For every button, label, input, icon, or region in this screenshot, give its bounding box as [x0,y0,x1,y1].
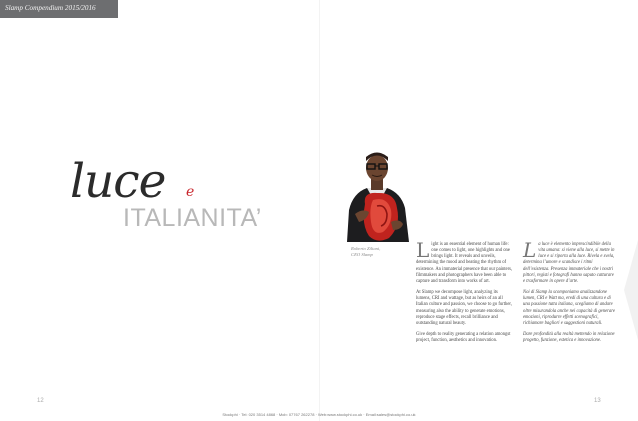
chevron-left-icon [622,240,638,340]
italian-paragraph-2: Noi di Slamp la scomponiamo analizzandone lumen, CRI e Watt ma, eredi di una cultura e di una passione tutta italiana, scegliamo di andare oltre misurandola anche nei capacità di generare emozioni, riprodurre effetti scenografici, richiamare bagliori e suggestioni naturali. [523,290,615,326]
portrait-photo [343,148,412,242]
title-connector: e [186,184,195,200]
english-paragraph-2: At Slamp we decompose light, analyzing its lumens, CRI and wattage, but as heirs of an all Italian culture and passion, we choose to go further, measuring also the ability to generate emotions, reproduce stage effects, recall brilliance and outstanding natural beauty. [416,290,512,326]
caption-role: CEO Slamp [351,252,373,257]
english-column [416,238,513,349]
italian-paragraph-3: Dare profondità alla realtà mettendo in relazione progetto, funzione, estetica e innovazione. [523,332,615,344]
compendium-title: Slamp Compendium 2015/2016 [5,4,96,12]
english-p1-text: ight is an essential element of human life: one comes to light, one highlights and one brings light. It reveals and unveils, determining the mood and beating the rhythm of existence. An immaterial presence that our painters, filmmakers and photographers have been able to capture and transform into works of art. [416,242,513,284]
english-dropcap: L [416,238,430,262]
page-divider [319,0,320,421]
english-paragraph-3: Give depth to reality generating a relation amongst project, function, aesthetics and innovation. [416,332,511,344]
page-number-right: 13 [594,398,601,404]
italian-column [523,238,616,349]
footer-contact: Stockphi · Tel: 020 3514 4868 · Mob: 07767 262278 · Web:www.stockphi.co.uk · Email:sales@stockphi.co.uk [222,412,416,417]
title-luce: luce [70,154,166,209]
page-number-left: 12 [37,398,44,404]
italian-paragraph-1 [523,238,616,285]
caption-name: Roberto Ziliani, [351,246,381,251]
title-italianita: ITALIANITA’ [123,204,262,232]
photo-caption [351,246,411,258]
italian-dropcap: L [523,238,537,262]
english-paragraph-1 [416,238,513,285]
italian-p1-text: a luce è elemento imprescindibile della vita umana: si viene alla luce, si mette in luce e si riporta alla luce. Rivela e svela, determina l’umore e scandisce i ritmi dell’esistenza. Presenza immateriale che i nostri pittori, registi e fotografi hanno saputo catturare e trasformare in opere d’arte. [523,242,615,284]
header-tab [0,0,118,18]
